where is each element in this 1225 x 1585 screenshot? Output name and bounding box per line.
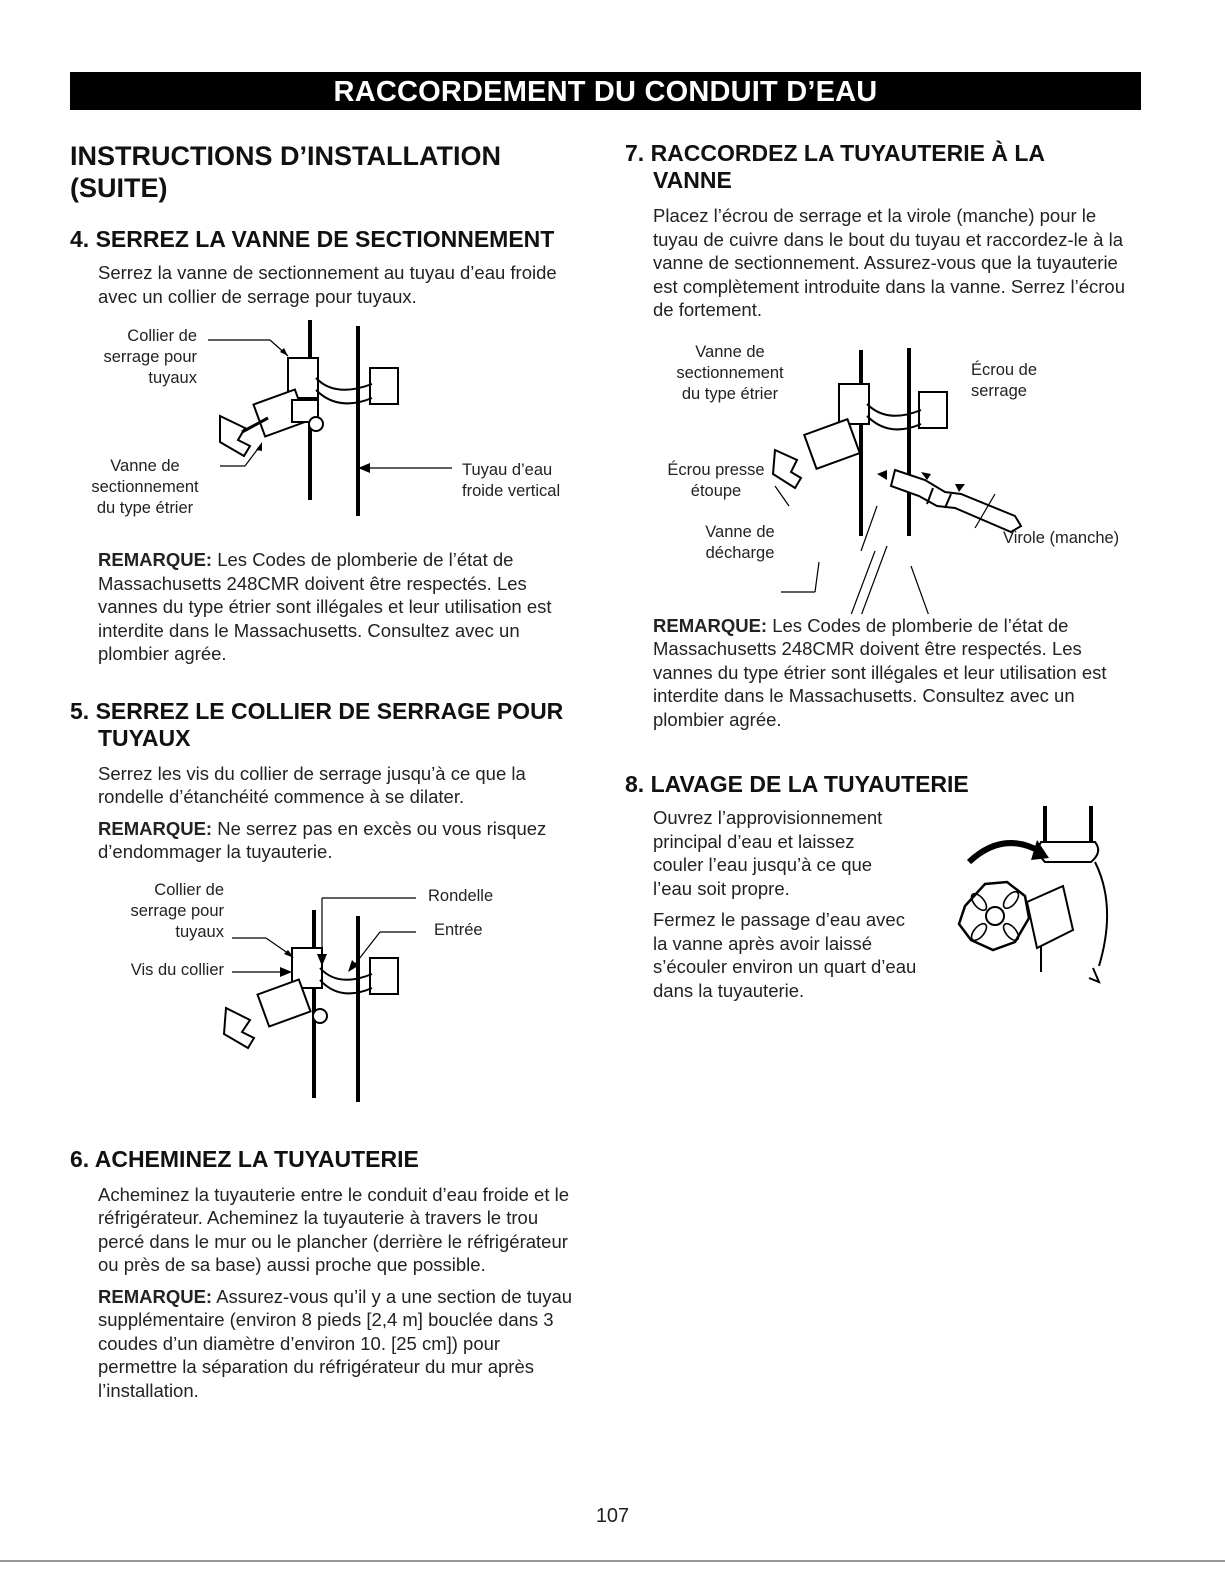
page-number: 107 (595, 1505, 630, 1527)
step5-washer-label: Rondelle (428, 886, 494, 905)
step4-text: Serrez la vanne de sectionnement au tuyau d’eau froide avec un collier de serrage pour tuyaux. (98, 262, 557, 307)
step5-inlet-label: Entrée (434, 920, 483, 939)
step4-clamp-label: Collier de serrage pour tuyaux (103, 327, 197, 387)
page-title-line2: (SUITE) (70, 173, 168, 203)
step7-ferrule-label: Virole (manche) (1003, 528, 1120, 547)
step7-valve-label: Vanne de sectionnement du type étrier (676, 342, 784, 403)
step7-drain-valve-label: Vanne de décharge (705, 522, 775, 562)
step7-heading-line1: 7. RACCORDEZ LA TUYAUTERIE À LA (625, 140, 1045, 166)
step5-note: REMARQUE: Ne serrez pas en excès ou vous risquez d’endommager la tuyauterie. (98, 817, 547, 862)
page-title-line1: INSTRUCTIONS D’INSTALLATION (70, 141, 501, 171)
step5-heading-line1: 5. SERREZ LE COLLIER DE SERRAGE POUR (70, 697, 564, 724)
step7-packing-nut-label: Écrou presse étoupe (667, 460, 765, 500)
step7-note: REMARQUE: Les Codes de plomberie de l’état de Massachusetts 248CMR doivent être respectés. Les vannes du type étrier sont illégales et leur utilisation est interdite dans le Massachusetts. Consultez avec un plombier agrée. (653, 614, 1107, 730)
left-column (70, 140, 590, 1402)
step4-figure (70, 320, 590, 560)
step4-pipe-label: Tuyau d’eau froide vertical (462, 461, 561, 500)
step4-note: REMARQUE: Les Codes de plomberie de l’état de Massachusetts 248CMR doivent être respectés. Les vannes du type étrier sont illégales et leur utilisation est interdite dans le Massachusetts. Consultez avec un plombier agrée. (98, 549, 552, 664)
step7-text: Placez l’écrou de serrage et la virole (manche) pour le tuyau de cuivre dans le bout du tuyau et raccordez-le à la vanne de sectionnement. Assurez-vous que la tuyauterie est complètement introduite dans la vanne. Serrez l’écrou de fortement. (653, 205, 1126, 320)
step6-heading: 6. ACHEMINEZ LA TUYAUTERIE (70, 1145, 419, 1172)
step5-clamp-label: Collier de serrage pour tuyaux (130, 880, 224, 941)
bottom-divider (0, 1560, 1225, 1562)
step4-valve-label: Vanne de sectionnement du type étrier (91, 457, 199, 517)
step4-heading: 4. SERREZ LA VANNE DE SECTIONNEMENT (70, 226, 555, 252)
page-banner: RACCORDEMENT DU CONDUIT D’EAU (70, 72, 1141, 110)
step7-nut-label: Écrou de serrage (971, 360, 1038, 400)
step8-text2: Fermez le passage d’eau avec la vanne après avoir laissé s’écouler environ un quart d’eau dans la tuyauterie. (653, 909, 917, 1001)
step5-screw-label: Vis du collier (130, 960, 224, 979)
step8-text1: Ouvrez l’approvisionnement principal d’eau et laissez couler l’eau jusqu’à ce que l’eau soit propre. (653, 807, 883, 899)
step5-figure (70, 880, 590, 1130)
step5-heading-line2: TUYAUX (98, 724, 191, 751)
flush-valve-illustration (945, 806, 1115, 996)
right-column (625, 140, 1145, 1006)
step6-text: Acheminez la tuyauterie entre le conduit d’eau froide et le réfrigérateur. Acheminez la tuyauterie à travers le trou percé dans le mur ou le plancher (derrière le réfrigérateur ou près de sa base) aussi proche que possible. (98, 1183, 570, 1275)
step6-note: REMARQUE: Assurez-vous qu’il y a une section de tuyau supplémentaire (environ 8 pieds [2,4 m] bouclée dans 3 coudes d’un diamètre d’environ 10. [25 cm]) pour permettre la séparation du réfrigérateur du mur après l’installation. (98, 1285, 573, 1401)
step5-text: Serrez les vis du collier de serrage jusqu’à ce que la rondelle d’étanchéité commence à se dilater. (98, 762, 526, 807)
step8-body (625, 806, 1145, 1006)
step8-heading: 8. LAVAGE DE LA TUYAUTERIE (625, 771, 969, 797)
step7-heading-line2: VANNE (653, 167, 732, 193)
step7-figure (625, 342, 1145, 614)
